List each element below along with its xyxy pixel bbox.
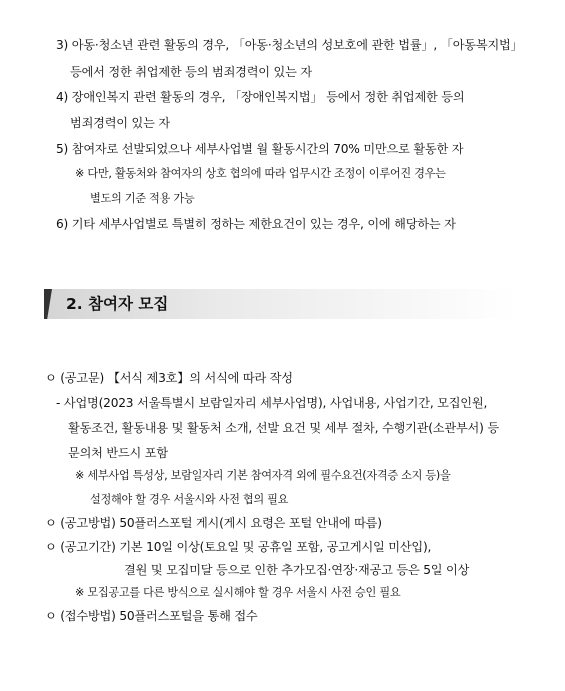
list-item-5-note-line2: 별도의 기준 적용 가능 [90, 192, 195, 205]
body-item-method: ㅇ (공고방법) 50플러스포털 게시(게시 요령은 포털 안내에 따름) [45, 516, 382, 530]
list-item-5-note-line1: ※ 다만, 활동처와 참여자의 상호 협의에 따라 업무시간 조정이 이루어진 경우는 [75, 167, 446, 180]
body-note-approval: ※ 모집공고를 다른 방식으로 실시해야 할 경우 서울시 사전 승인 필요 [75, 586, 401, 599]
body-item-period-line2: 결원 및 모집미달 등으로 인한 추가모집·연장·재공고 등은 5일 이상 [124, 563, 470, 577]
body-note-line2: 설정해야 할 경우 서울시와 사전 협의 필요 [90, 493, 289, 506]
body-item-reception: ㅇ (접수방법) 50플러스포털을 통해 접수 [45, 609, 258, 623]
list-item-6: 6) 기타 세부사업별로 특별히 정하는 제한요건이 있는 경우, 이에 해당하는 자 [56, 217, 456, 231]
list-item-3-line2: 등에서 정한 취업제한 등의 범죄경력이 있는 자 [70, 65, 312, 79]
body-note-line1: ※ 세부사업 특성상, 보람일자리 기본 참여자격 외에 필수요건(자격증 소지 등)을 [75, 469, 451, 482]
body-item-announcement: ㅇ (공고문) 【서식 제3호】의 서식에 따라 작성 [45, 371, 293, 385]
section-heading: 2. 참여자 모집 [66, 295, 169, 313]
list-item-4-line1: 4) 장애인복지 관련 활동의 경우, 「장애인복지법」 등에서 정한 취업제한 등의 [56, 90, 465, 104]
list-item-4-line2: 범죄경력이 있는 자 [70, 116, 170, 130]
list-item-5: 5) 참여자로 선발되었으나 세부사업별 월 활동시간의 70% 미만으로 활동한 자 [56, 142, 464, 156]
body-subitem-line2: 활동조건, 활동내용 및 활동처 소개, 선발 요건 및 세부 절차, 수행기관(소관부서) 등 [68, 421, 499, 435]
list-item-3-line1: 3) 아동·청소년 관련 활동의 경우, 「아동·청소년의 성보호에 관한 법률」, 「아동복지법」 [56, 38, 523, 52]
body-subitem-line1: - 사업명(2023 서울특별시 보람일자리 세부사업명), 사업내용, 사업기간, 모집인원, [56, 396, 488, 410]
body-subitem-line3: 문의처 반드시 포함 [68, 446, 168, 460]
body-item-period-line1: ㅇ (공고기간) 기본 10일 이상(토요일 및 공휴일 포함, 공고게시일 미산입), [45, 540, 432, 554]
